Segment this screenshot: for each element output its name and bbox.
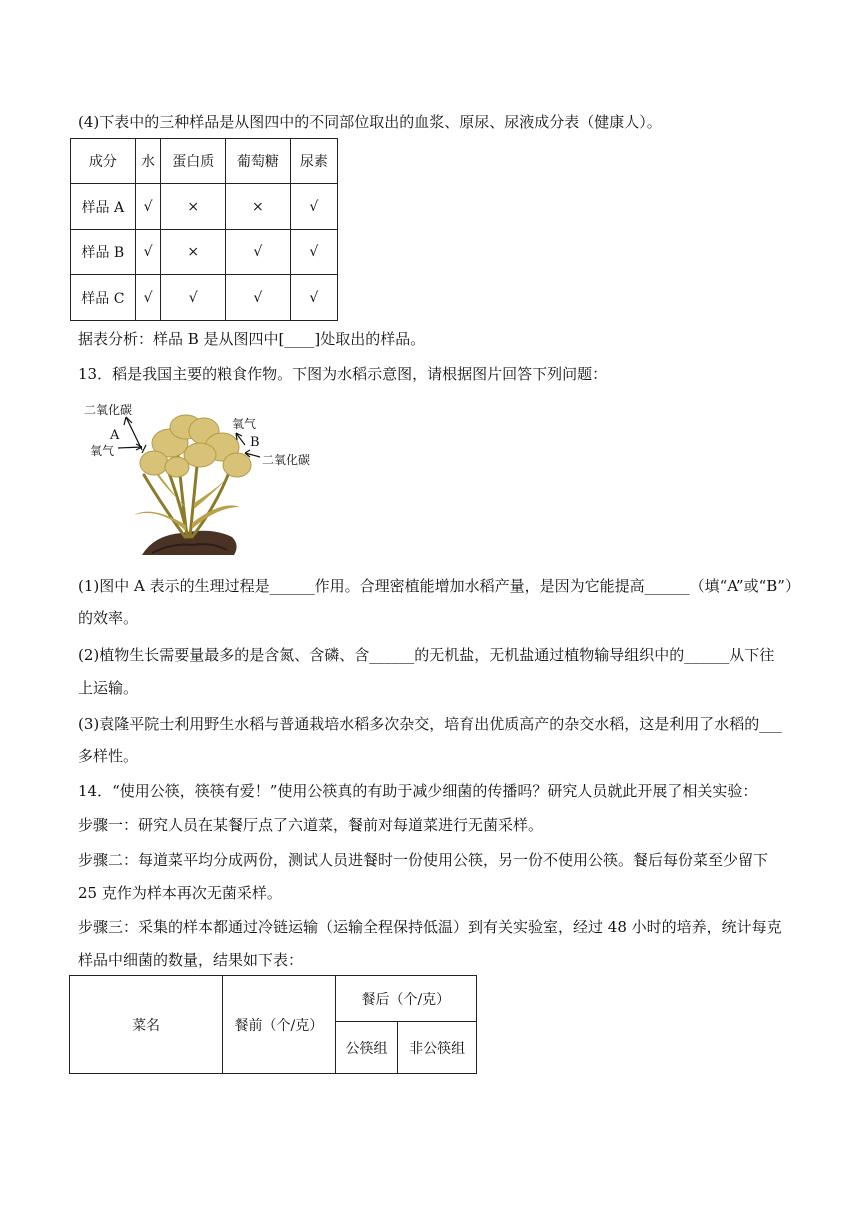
- table-row: [71, 230, 338, 275]
- arrow-a-o2-in: [118, 447, 142, 448]
- q13-part2-line1: (2)植物生长需要量最多的是含氮、含磷、含______的无机盐，无机盐通过植物输导组织中的______从下往: [78, 646, 775, 664]
- table-header-row: [71, 139, 338, 184]
- header-dish-name: 菜名: [70, 976, 223, 1074]
- table-cell: ×: [226, 184, 291, 230]
- q13-part1-line1: (1)图中 A 表示的生理过程是______作用。合理密植能增加水稻产量，是因为它能提高______（填“A”或“B”）: [78, 577, 800, 595]
- table-cell: 样品 B: [71, 230, 136, 275]
- label-a: A: [110, 428, 120, 443]
- q14-step3-line1: 步骤三：采集的样本都通过冷链运输（运输全程保持低温）到有关实验室，经过 48 小时的培养，统计每克: [78, 918, 782, 936]
- q13-part2-line2: 上运输。: [78, 679, 139, 697]
- q14-step3-line2: 样品中细菌的数量，结果如下表：: [78, 951, 304, 969]
- q14-step2-line1: 步骤二：每道菜平均分成两份，测试人员进餐时一份使用公筷，另一份不使用公筷。餐后每份菜至少留下: [78, 851, 769, 869]
- table-cell: √: [161, 275, 226, 321]
- bacteria-count-table: [69, 975, 477, 1074]
- label-o2-b: 氧气: [232, 417, 257, 431]
- table-cell: √: [226, 275, 291, 321]
- q13-part3-line2: 多样性。: [78, 747, 139, 765]
- q14-step2-line2: 25 克作为样本再次无菌采样。: [78, 884, 282, 902]
- header-cell: 葡萄糖: [226, 139, 291, 184]
- table-row: [71, 275, 338, 321]
- header-cell: 尿素: [290, 139, 337, 184]
- q14-step1: 步骤一：研究人员在某餐厅点了六道菜，餐前对每道菜进行无菌采样。: [78, 816, 544, 834]
- table-cell: √: [290, 275, 337, 321]
- q13-part3-line1: (3)袁隆平院士利用野生水稻与普通栽培水稻多次杂交，培育出优质高产的杂交水稻，这是利用了水稻的___: [78, 715, 782, 733]
- table-cell: √: [290, 184, 337, 230]
- rice-plant-illustration: [82, 395, 322, 565]
- table-cell: √: [226, 230, 291, 275]
- table-cell: √: [290, 230, 337, 275]
- table-row: [71, 184, 338, 230]
- label-b: B: [250, 435, 260, 450]
- table-cell: 样品 A: [71, 184, 136, 230]
- q13-part1-line2: 的效率。: [78, 609, 139, 627]
- header-cell: 成分: [71, 139, 136, 184]
- table-cell: √: [135, 275, 161, 321]
- header-cell: 蛋白质: [161, 139, 226, 184]
- q12-part4-intro: (4)下表中的三种样品是从图四中的不同部位取出的血浆、原尿、尿液成分表（健康人）。: [78, 113, 662, 131]
- header-non-public-chopsticks: 非公筷组: [398, 1022, 477, 1074]
- label-co2-b: 二氧化碳: [262, 453, 311, 467]
- q12-table-analysis: 据表分析：样品 B 是从图四中[____]处取出的样品。: [78, 330, 426, 348]
- rice-plant-figure: [82, 395, 322, 565]
- q13-stem: 13．稻是我国主要的粮食作物。下图为水稻示意图，请根据图片回答下列问题：: [78, 365, 608, 383]
- arrow-a-co2-out: [126, 417, 142, 450]
- header-before-meal: 餐前（个/克）: [223, 976, 336, 1074]
- label-o2-a: 氧气: [90, 444, 115, 458]
- table-header-row: [70, 976, 477, 1022]
- header-after-meal: 餐后（个/克）: [335, 976, 476, 1022]
- table-cell: √: [135, 184, 161, 230]
- header-public-chopsticks: 公筷组: [335, 1022, 398, 1074]
- label-co2-a: 二氧化碳: [84, 403, 133, 417]
- table-cell: ×: [161, 230, 226, 275]
- q14-stem: 14．“使用公筷，筷筷有爱！”使用公筷真的有助于减少细菌的传播吗？研究人员就此开展了相关实验：: [78, 782, 758, 800]
- table-cell: √: [135, 230, 161, 275]
- table-cell: 样品 C: [71, 275, 136, 321]
- sample-composition-table: [70, 138, 338, 321]
- header-cell: 水: [135, 139, 161, 184]
- table-cell: ×: [161, 184, 226, 230]
